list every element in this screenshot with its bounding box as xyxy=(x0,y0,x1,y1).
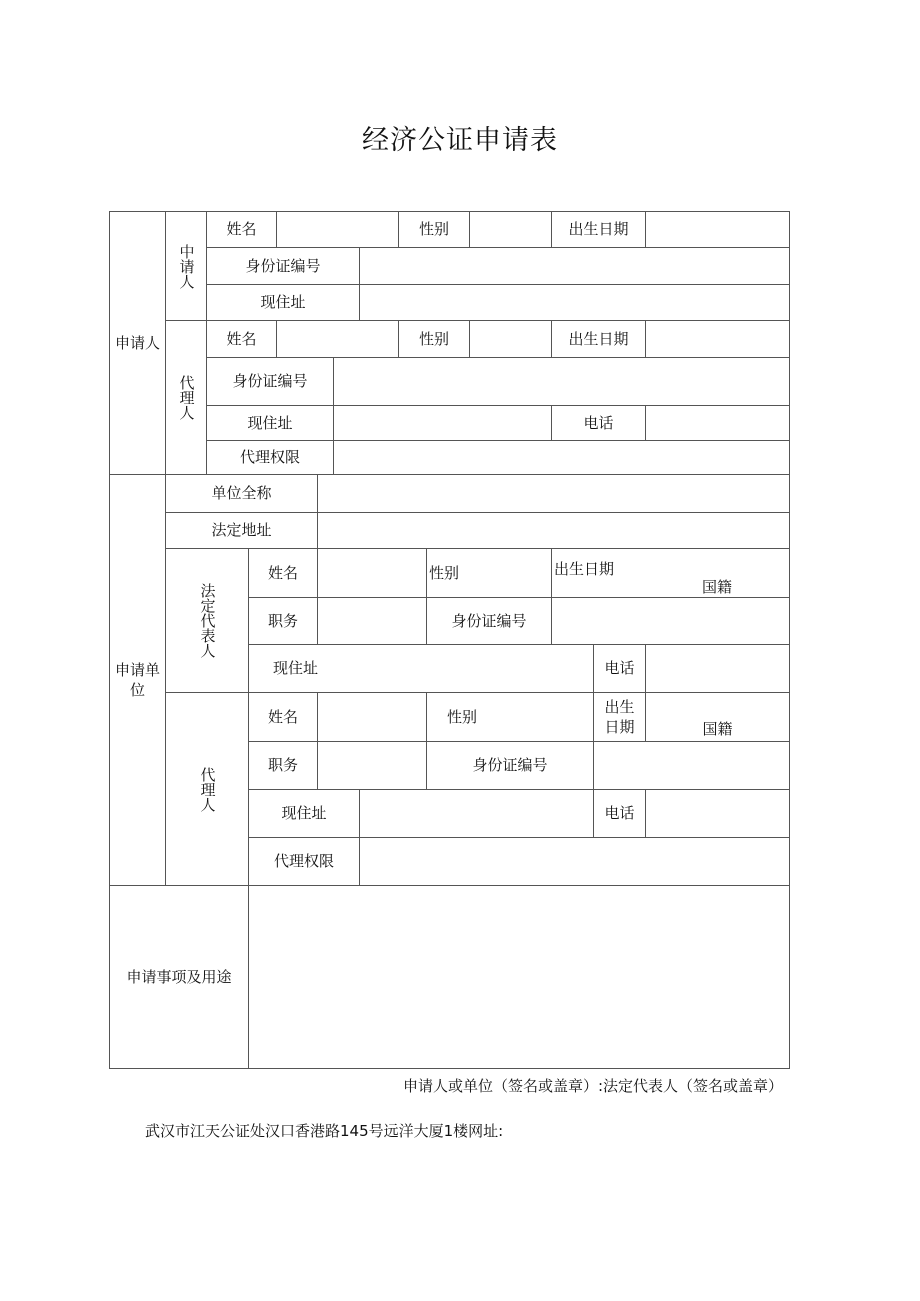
label-position-text: 职务 xyxy=(267,756,298,775)
label-gender-text: 性别 xyxy=(418,220,449,239)
agent-gender-field[interactable] xyxy=(469,320,552,358)
label-name-text: 姓名 xyxy=(267,563,298,582)
label-gender xyxy=(426,692,594,742)
address-line: 武汉市江天公证处汉口香港路145号远洋大厦1楼网址: xyxy=(145,1122,504,1140)
legal-address-field[interactable] xyxy=(317,512,790,549)
label-phone xyxy=(593,789,646,838)
legal-rep-label-text: 法定代表人 xyxy=(198,583,217,658)
label-id-text: 身份证编号 xyxy=(472,756,548,775)
agent-birth-field[interactable] xyxy=(645,320,790,358)
agent-id-field[interactable] xyxy=(333,357,790,406)
label-phone xyxy=(593,644,646,693)
section-unit-label xyxy=(109,474,166,886)
rep-id-field[interactable] xyxy=(551,597,790,645)
label-name xyxy=(248,692,318,742)
label-gender-text: 性别 xyxy=(418,329,449,348)
label-position xyxy=(248,741,318,790)
label-address xyxy=(206,405,334,441)
label-unit-name-text: 单位全称 xyxy=(211,484,272,503)
label-id-text: 身份证编号 xyxy=(245,256,321,275)
label-id xyxy=(206,357,334,406)
applicant-self-label xyxy=(165,211,207,321)
rep-name-field[interactable] xyxy=(317,548,427,598)
matters-field[interactable] xyxy=(248,885,790,1069)
gender-field[interactable] xyxy=(469,211,552,248)
applicant-agent-label-text: 代理人 xyxy=(177,375,196,420)
id-field[interactable] xyxy=(359,247,790,285)
label-address-text: 现住址 xyxy=(260,293,306,312)
label-matters-text: 申请事项及用途 xyxy=(126,967,232,986)
section-unit-label-text: 申请单位 xyxy=(114,660,160,699)
label-address xyxy=(206,284,360,321)
label-id-text: 身份证编号 xyxy=(451,611,527,630)
section-applicant-label xyxy=(109,211,166,475)
label-phone-text: 电话 xyxy=(604,804,635,823)
label-gender xyxy=(398,320,470,358)
address-field[interactable] xyxy=(359,284,790,321)
page-title: 经济公证申请表 xyxy=(362,125,558,156)
label-name xyxy=(206,320,277,358)
label-birth xyxy=(551,211,646,248)
label-id-text: 身份证编号 xyxy=(232,372,308,391)
label-address xyxy=(248,789,360,838)
label-position xyxy=(248,597,318,645)
label-gender-text: 性别 xyxy=(447,707,478,726)
label-nationality: 国籍 xyxy=(702,578,733,596)
label-gender xyxy=(426,548,552,598)
unit-agent-id-field[interactable] xyxy=(593,741,790,790)
label-gender-text: 性别 xyxy=(429,563,460,582)
unit-agent-label-text: 代理人 xyxy=(198,766,217,812)
label-authority xyxy=(248,837,360,886)
label-name-text: 姓名 xyxy=(226,329,257,348)
label-birth xyxy=(551,320,646,358)
agent-name-field[interactable] xyxy=(276,320,399,358)
label-birth-text: 出生日期 xyxy=(554,560,615,578)
legal-rep-label xyxy=(165,548,249,693)
label-authority xyxy=(206,440,334,475)
unit-agent-position-field[interactable] xyxy=(317,741,427,790)
unit-agent-name-field[interactable] xyxy=(317,692,427,742)
label-nationality-text: 国籍 xyxy=(702,719,733,738)
label-legal-address-text: 法定地址 xyxy=(211,521,272,540)
label-address-text: 现住址 xyxy=(281,804,327,823)
signature-line: 申请人或单位（签名或盖章）:法定代表人（签名或盖章） xyxy=(402,1077,783,1095)
label-nationality xyxy=(645,692,790,742)
label-id xyxy=(426,597,552,645)
label-name xyxy=(248,548,318,598)
unit-agent-authority-field[interactable] xyxy=(359,837,790,886)
unit-name-field[interactable] xyxy=(317,474,790,513)
label-address xyxy=(248,644,594,693)
label-matters xyxy=(109,885,249,1069)
label-address-text: 现住址 xyxy=(273,659,319,678)
rep-position-field[interactable] xyxy=(317,597,427,645)
unit-agent-label xyxy=(165,692,249,886)
agent-authority-field[interactable] xyxy=(333,440,790,475)
unit-agent-address-field[interactable] xyxy=(359,789,594,838)
applicant-agent-label xyxy=(165,320,207,475)
label-birth xyxy=(551,548,790,598)
label-name-text: 姓名 xyxy=(267,707,298,726)
agent-address-field[interactable] xyxy=(333,405,552,441)
label-authority-text: 代理权限 xyxy=(273,852,334,871)
label-name-text: 姓名 xyxy=(226,220,257,239)
label-unit-name xyxy=(165,474,318,513)
unit-agent-phone-field[interactable] xyxy=(645,789,790,838)
label-phone-text: 电话 xyxy=(583,413,614,432)
rep-phone-field[interactable] xyxy=(645,644,790,693)
section-applicant-label-text: 申请人 xyxy=(114,333,160,352)
label-phone xyxy=(551,405,646,441)
label-position-text: 职务 xyxy=(267,611,298,630)
label-birth-text: 出生日期 xyxy=(568,220,629,239)
label-address-text: 现住址 xyxy=(247,413,293,432)
label-phone-text: 电话 xyxy=(604,659,635,678)
label-id xyxy=(426,741,594,790)
applicant-self-label-text: 中请人 xyxy=(177,243,196,289)
label-gender xyxy=(398,211,470,248)
label-name xyxy=(206,211,277,248)
label-birth-text: 出生日期 xyxy=(568,329,629,348)
label-authority-text: 代理权限 xyxy=(239,448,300,467)
label-birth-text: 出生日期 xyxy=(604,697,635,736)
label-id xyxy=(206,247,360,285)
agent-phone-field[interactable] xyxy=(645,405,790,441)
name-field[interactable] xyxy=(276,211,399,248)
label-birth xyxy=(593,692,646,742)
label-legal-address xyxy=(165,512,318,549)
birth-field[interactable] xyxy=(645,211,790,248)
